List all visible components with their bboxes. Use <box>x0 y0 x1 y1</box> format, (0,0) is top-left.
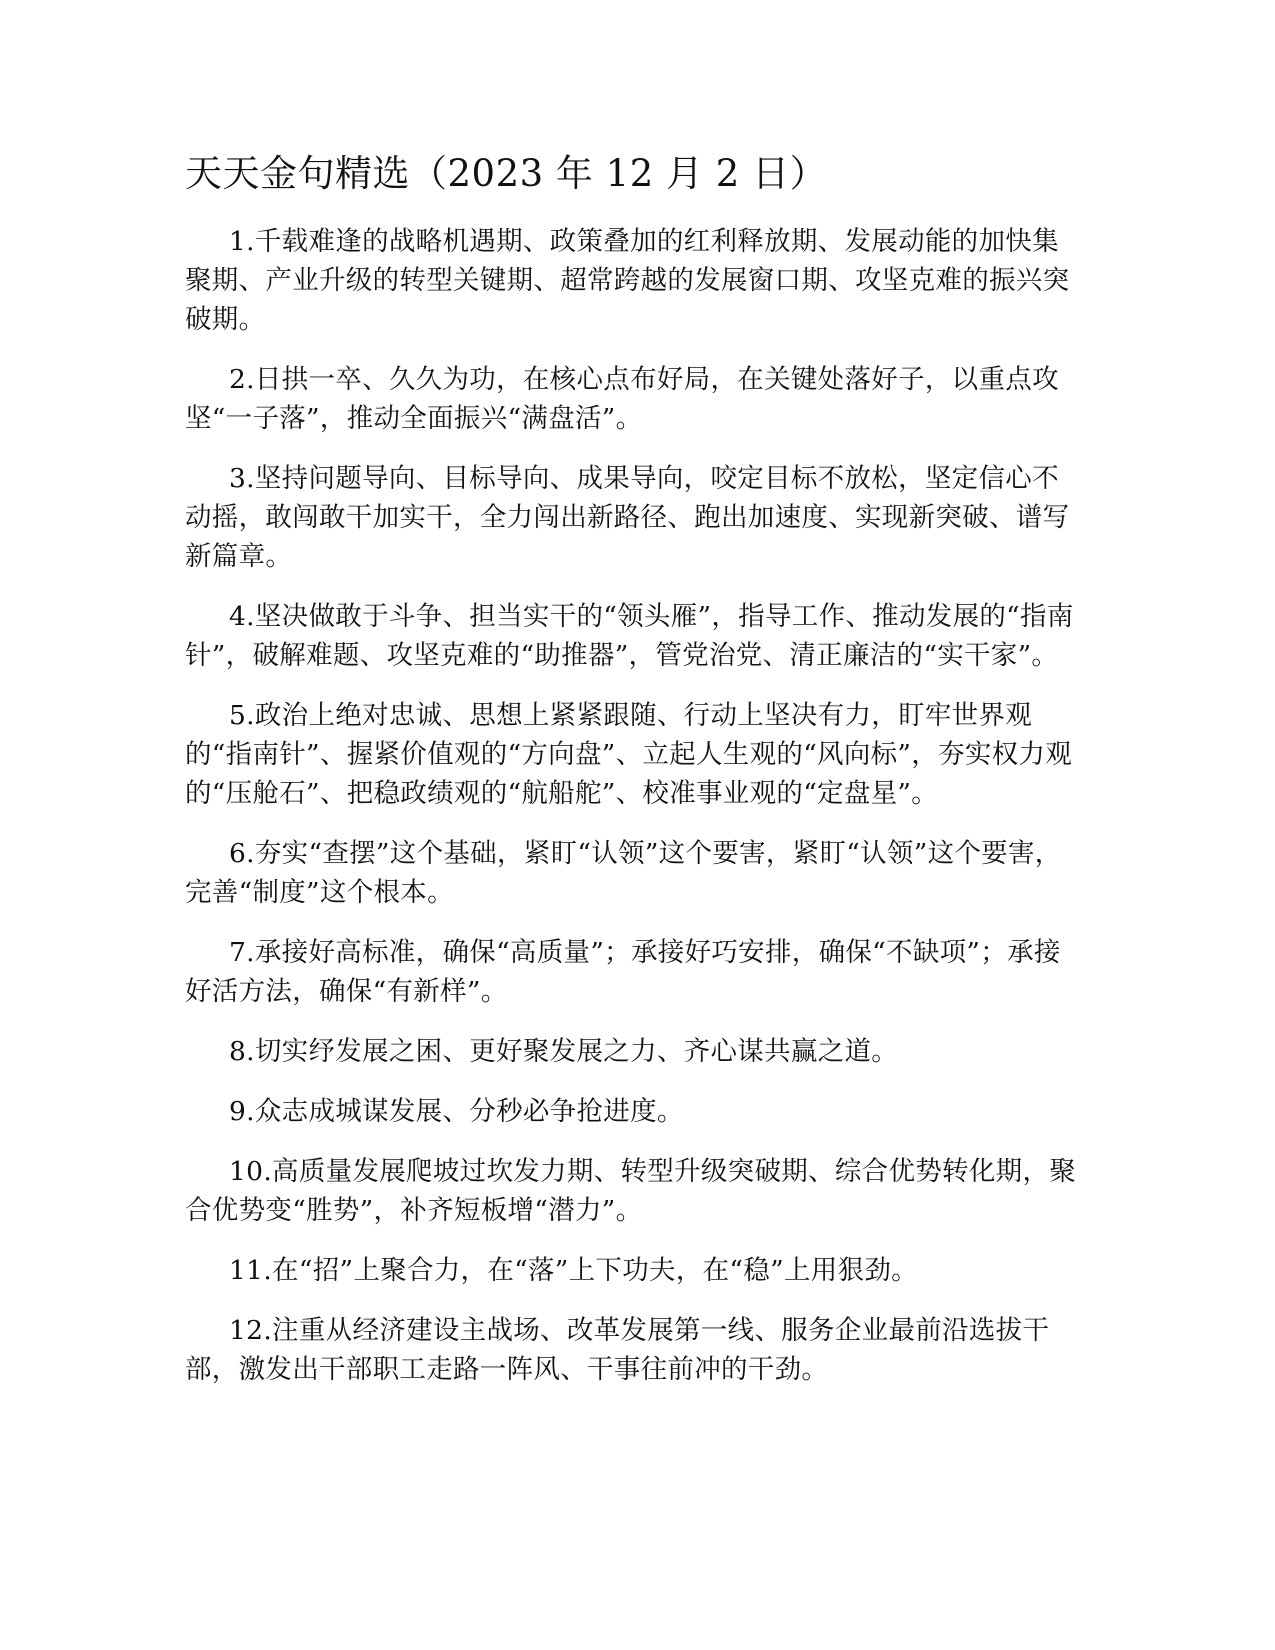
document-page <box>185 148 1085 1410</box>
quote-item-12: 12.注重从经济建设主战场、改革发展第一线、服务企业最前沿选拔干部，激发出干部职工走路一阵风、干事往前冲的干劲。 <box>185 1315 1050 1385</box>
quote-item-7: 7.承接好高标准，确保“高质量”；承接好巧安排，确保“不缺项”；承接好活方法，确保“有新样”。 <box>185 937 1061 1007</box>
quote-item-10: 10.高质量发展爬坡过坎发力期、转型升级突破期、综合优势转化期，聚合优势变“胜势”，补齐短板增“潜力”。 <box>185 1156 1077 1226</box>
quote-item-8: 8.切实纾发展之困、更好聚发展之力、齐心谋共赢之道。 <box>229 1036 899 1067</box>
quote-item-11: 11.在“招”上聚合力，在“落”上下功夫，在“稳”上用狠劲。 <box>229 1255 918 1286</box>
quote-item-4: 4.坚决做敢于斗争、担当实干的“领头雁”，指导工作、推动发展的“指南针”，破解难题、攻坚克难的“助推器”，管党治党、清正廉洁的“实干家”。 <box>185 601 1074 671</box>
quote-item-5: 5.政治上绝对忠诚、思想上紧紧跟随、行动上坚决有力，盯牢世界观的“指南针”、握紧价值观的“方向盘”、立起人生观的“风向标”，夯实权力观的“压舱石”、把稳政绩观的“航船舵”、校准事业观的“定盘星”。 <box>185 700 1073 809</box>
quote-item-2: 2.日拱一卒、久久为功，在核心点布好局，在关键处落好子，以重点攻坚“一子落”，推动全面振兴“满盘活”。 <box>185 364 1059 434</box>
page-title: 天天金句精选（2023 年 12 月 2 日） <box>185 152 828 195</box>
quote-item-9: 9.众志成城谋发展、分秒必争抢进度。 <box>229 1096 684 1127</box>
quote-item-3: 3.坚持问题导向、目标导向、成果导向，咬定目标不放松，坚定信心不动摇，敢闯敢干加实干，全力闯出新路径、跑出加速度、实现新突破、谱写新篇章。 <box>185 463 1070 572</box>
quote-item-6: 6.夯实“查摆”这个基础，紧盯“认领”这个要害，紧盯“认领”这个要害，完善“制度”这个根本。 <box>185 838 1062 908</box>
quote-item-1: 1.千载难逢的战略机遇期、政策叠加的红利释放期、发展动能的加快集聚期、产业升级的转型关键期、超常跨越的发展窗口期、攻坚克难的振兴突破期。 <box>185 226 1070 335</box>
